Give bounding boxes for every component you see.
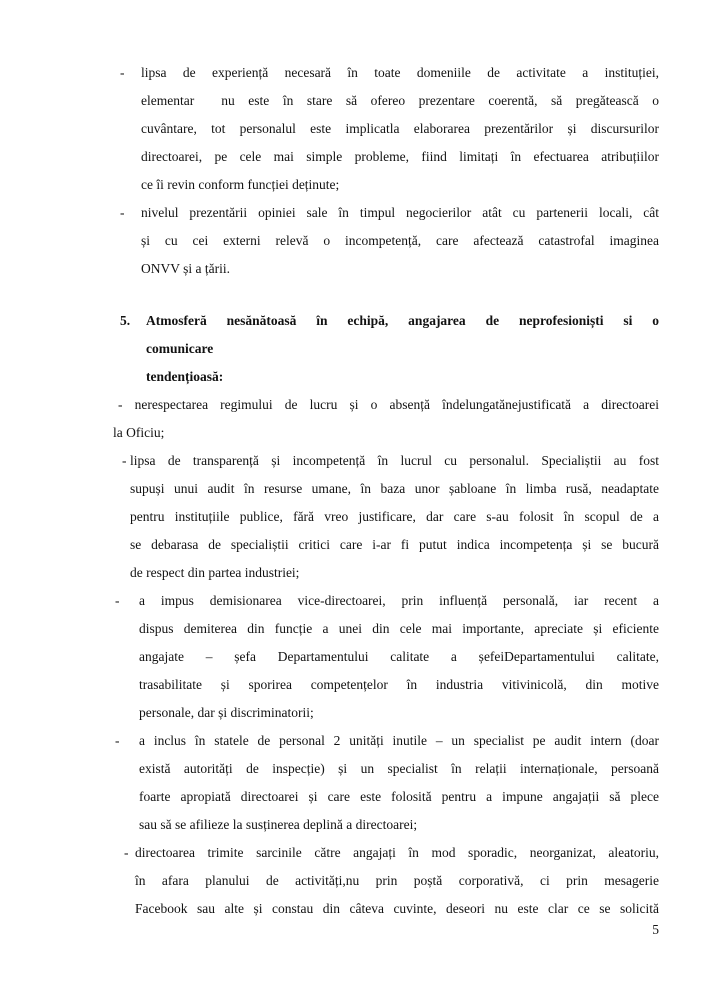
text-line: a inclus în statele de personal 2 unități inutile – un specialist pe audit intern (doar [139, 733, 659, 748]
text-line: Atmosferă nesănătoasă în echipă, angajarea de neprofesioniști si o [146, 313, 659, 328]
text-line: nivelul prezentării opiniei sale în timpul negocierilor atât cu partenerii locali, cât [141, 205, 659, 220]
bullet-dash: - [122, 453, 127, 468]
text-line: trasabilitate și sporirea competențelor în industria vitivinicolă, din motive [139, 677, 659, 692]
bullet-dash: - [115, 593, 120, 608]
text-line: dispus demiterea din funcție a unei din cele mai importante, apreciate și eficiente [139, 621, 659, 636]
text-line: se debarasa de specialiștii critici care i-ar fi putut indica incompetența și se bucură [130, 537, 659, 552]
bullet-item [113, 727, 659, 839]
text-line: pentru instituțiile publice, fără vreo justificare, dar care s-au folosit în scopul de a [130, 509, 659, 524]
section-heading [113, 307, 659, 391]
bullet-text [113, 839, 659, 923]
text-line: elementar nu este în stare să ofereo prezentare coerentă, să pregătească o [141, 93, 659, 108]
text-line: lipsa de transparență și incompetență în lucrul cu personalul. Specialiștii au fost [130, 453, 659, 468]
bullet-dash: - [120, 65, 125, 80]
text-line: personale, dar și discriminatorii; [139, 705, 314, 720]
section-heading-text [113, 307, 659, 391]
page-number: 5 [652, 922, 659, 937]
text-line: sau să se afilieze la susținerea deplină a directoarei; [139, 817, 418, 832]
text-line: și cu cei externi relevă o incompetență, care afectează catastrofal imaginea [141, 233, 659, 248]
bullet-item [113, 199, 659, 283]
text-line: în afara planului de activități,nu prin poștă corporativă, ci prin mesagerie [135, 873, 659, 888]
bullet-item [113, 59, 659, 199]
bullet-text [113, 727, 659, 839]
bullet-dash: - [115, 733, 120, 748]
text-line: ce îi revin conform funcției deținute; [141, 177, 340, 192]
bullet-item [113, 839, 659, 923]
text-line: tendențioasă: [146, 369, 224, 384]
text-line: ONVV și a țării. [141, 261, 230, 276]
text-line: supuși unui audit în resurse umane, în baza unor șabloane în limba rusă, neadaptate [130, 481, 659, 496]
text-line: cuvântare, tot personalul este implicatla elaborarea prezentărilor și discursurilor [141, 121, 659, 136]
text-line: angajate – șefa Departamentului calitate a șefeiDepartamentului calitate, [139, 649, 659, 664]
bullet-item [113, 447, 659, 587]
text-line: directoarei, pe cele mai simple probleme, fiind limitați în efectuarea atribuțiilor [141, 149, 659, 164]
paragraph-text [113, 391, 659, 447]
text-line: foarte apropiată directoarei și care este folosită pentru a impune angajații să plece [139, 789, 659, 804]
text-line: la Oficiu; [113, 425, 165, 440]
text-line: de respect din partea industriei; [130, 565, 300, 580]
bullet-dash: - [120, 205, 125, 220]
page-content [113, 59, 659, 923]
text-line: directoarea trimite sarcinile către angajați în mod sporadic, neorganizat, aleatoriu, [135, 845, 659, 860]
paragraph-item [113, 391, 659, 447]
text-line: comunicare [146, 341, 214, 356]
bullet-text [113, 587, 659, 727]
bullet-text [113, 447, 659, 587]
bullet-item [113, 587, 659, 727]
bullet-dash: - [124, 845, 129, 860]
text-line: - nerespectarea regimului de lucru și o absență îndelungatănejustificată a directoarei [118, 397, 659, 412]
bullet-text [113, 199, 659, 283]
text-line: lipsa de experiență necesară în toate domeniile de activitate a instituției, [141, 65, 659, 80]
text-line: există autorități de inspecție) și un specialist în relații internaționale, persoană [139, 761, 659, 776]
text-line: a impus demisionarea vice-directoarei, prin influență personală, iar recent a [139, 593, 659, 608]
bullet-text [113, 59, 659, 199]
section-number: 5. [120, 313, 131, 328]
text-line: Facebook sau alte și constau din câteva cuvinte, deseori nu este clar ce se solicită [135, 901, 659, 916]
